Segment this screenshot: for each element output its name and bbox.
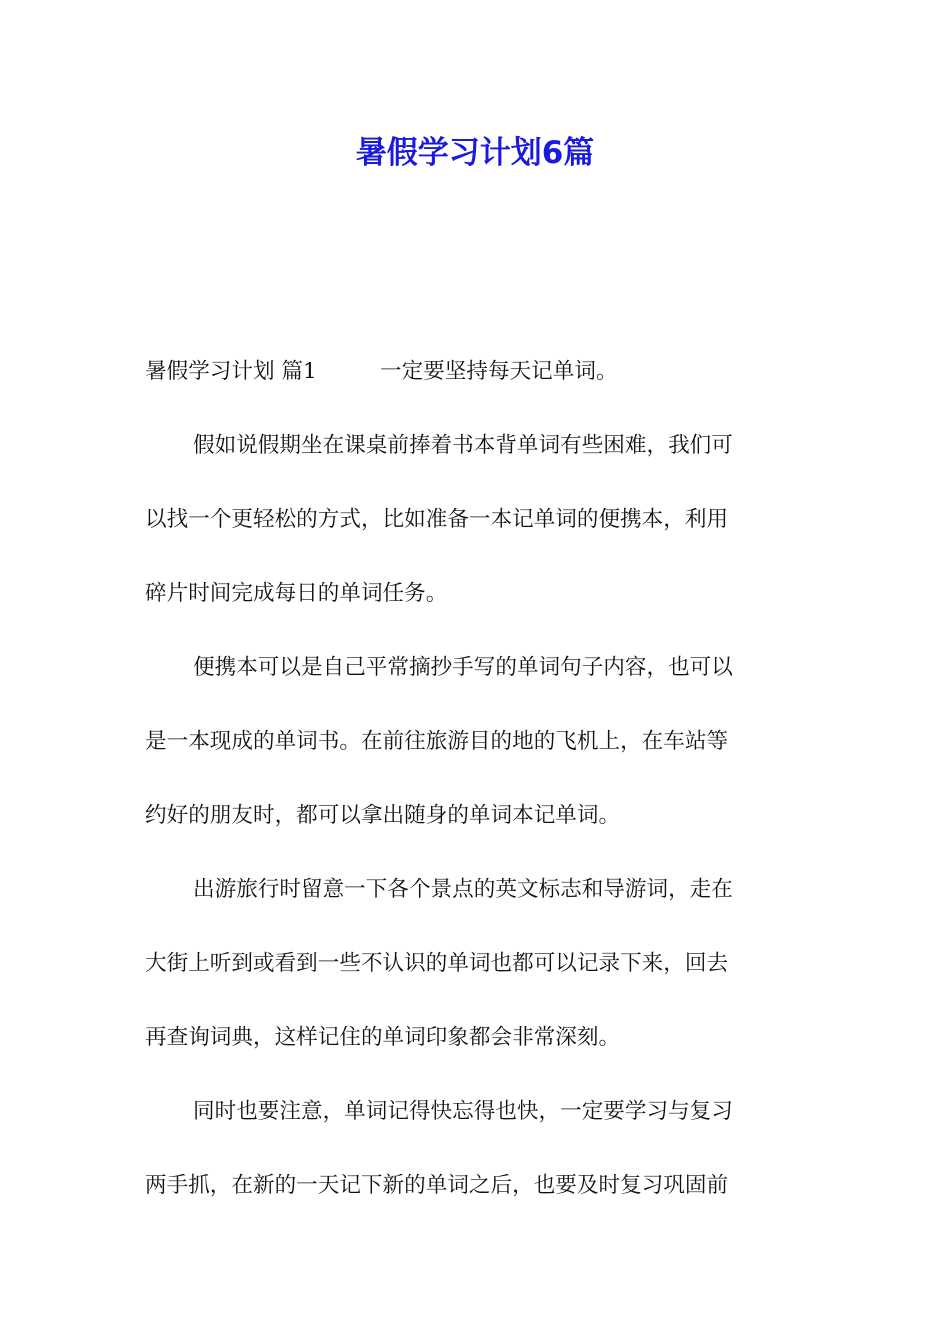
body-line: 假如说假期坐在课桌前捧着书本背单词有些困难，我们可: [193, 433, 733, 458]
document-body: [145, 335, 805, 1223]
body-line: 同时也要注意，单词记得快忘得也快，一定要学习与复习: [193, 1099, 733, 1124]
body-line: 一定要坚持每天记单词。: [380, 359, 618, 384]
section-label: 暑假学习计划 篇1: [145, 359, 317, 384]
section-first-line: [145, 335, 805, 409]
document-title: 暑假学习计划6篇: [355, 135, 595, 171]
body-line: 便携本可以是自己平常摘抄手写的单词句子内容，也可以: [193, 655, 733, 680]
body-line: 以找一个更轻松的方式，比如准备一本记单词的便携本，利用: [145, 507, 729, 532]
body-line: 大街上听到或看到一些不认识的单词也都可以记录下来，回去: [145, 951, 729, 976]
body-line: 出游旅行时留意一下各个景点的英文标志和导游词，走在: [193, 877, 733, 902]
body-line: 是一本现成的单词书。在前往旅游目的地的飞机上，在车站等: [145, 729, 729, 754]
body-line: 约好的朋友时，都可以拿出随身的单词本记单词。: [145, 803, 621, 828]
body-line: 两手抓，在新的一天记下新的单词之后，也要及时复习巩固前: [145, 1173, 729, 1198]
body-line: 碎片时间完成每日的单词任务。: [145, 581, 448, 606]
body-line: 再查询词典，这样记住的单词印象都会非常深刻。: [145, 1025, 621, 1050]
